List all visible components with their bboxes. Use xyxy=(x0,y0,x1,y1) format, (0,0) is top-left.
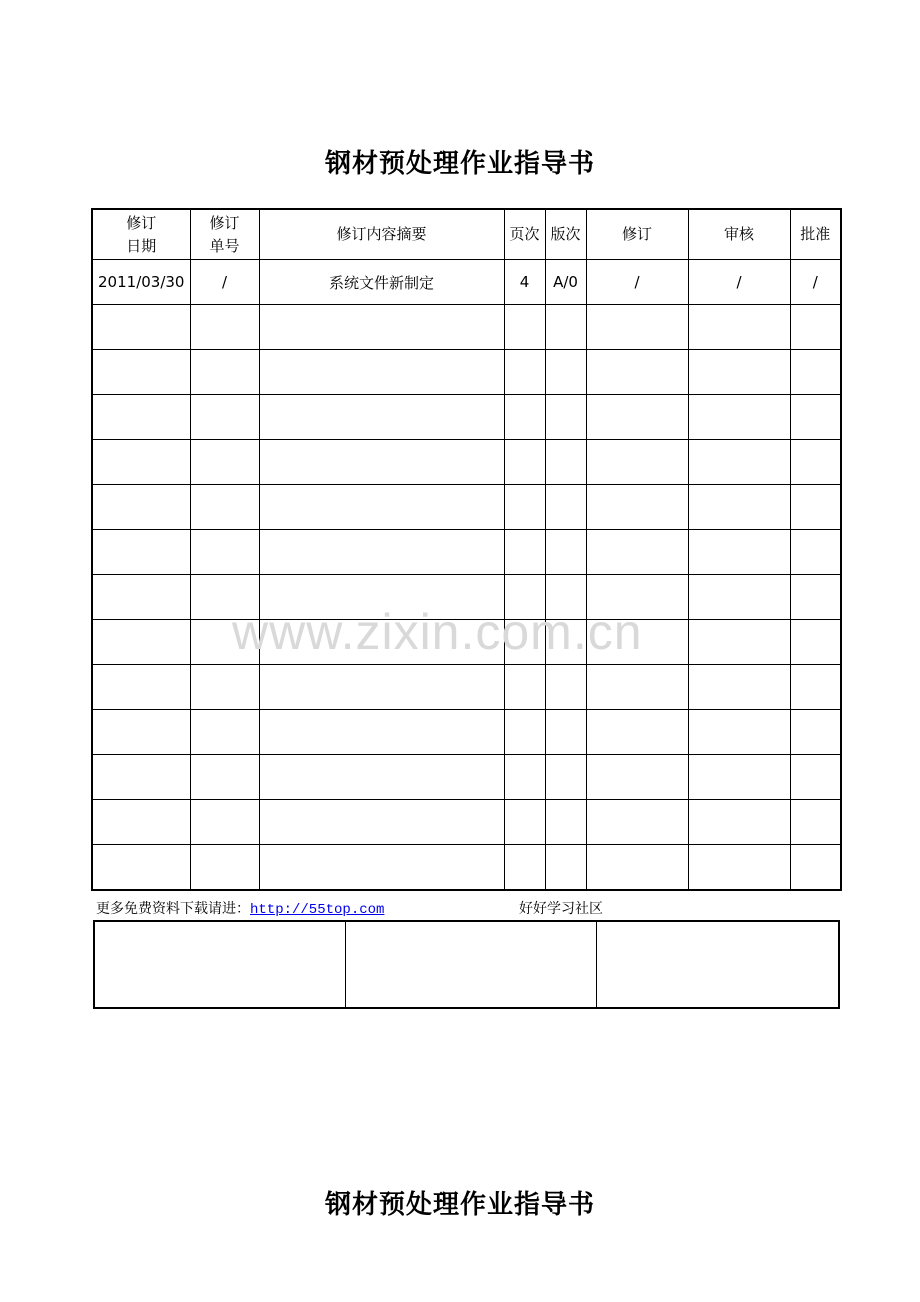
cell-order-no: / xyxy=(190,260,259,305)
document-title: 钢材预处理作业指导书 xyxy=(324,149,595,179)
cell-approve xyxy=(790,530,841,575)
cell-summary xyxy=(259,665,504,710)
cell-order-no xyxy=(190,350,259,395)
cell-version xyxy=(545,845,586,891)
cell-page xyxy=(504,665,545,710)
table-row xyxy=(92,575,841,620)
cell-review xyxy=(688,395,790,440)
cell-page xyxy=(504,800,545,845)
cell-summary xyxy=(259,485,504,530)
cell-approve xyxy=(790,485,841,530)
cell-date xyxy=(92,485,190,530)
cell-approve xyxy=(790,395,841,440)
header-revise: 修订 xyxy=(586,209,688,260)
cell-summary xyxy=(259,800,504,845)
table-row xyxy=(92,845,841,891)
cell-summary xyxy=(259,395,504,440)
cell-order-no xyxy=(190,305,259,350)
footer-community: 好好学习社区 xyxy=(519,901,603,917)
cell-version xyxy=(545,530,586,575)
cell-version: A/0 xyxy=(545,260,586,305)
cell-summary xyxy=(259,620,504,665)
cell-review xyxy=(688,485,790,530)
cell-review xyxy=(688,755,790,800)
cell-order-no xyxy=(190,755,259,800)
cell-date xyxy=(92,575,190,620)
cell-order-no xyxy=(190,440,259,485)
cell-revise xyxy=(586,755,688,800)
cell-version xyxy=(545,755,586,800)
signature-box xyxy=(93,920,840,1009)
cell-revise xyxy=(586,530,688,575)
revision-table xyxy=(91,208,842,891)
cell-approve xyxy=(790,350,841,395)
cell-date xyxy=(92,800,190,845)
cell-approve xyxy=(790,800,841,845)
cell-review: / xyxy=(688,260,790,305)
table-header-row xyxy=(92,209,841,260)
cell-order-no xyxy=(190,665,259,710)
cell-page: 4 xyxy=(504,260,545,305)
table-row xyxy=(92,755,841,800)
cell-version xyxy=(545,710,586,755)
cell-version xyxy=(545,800,586,845)
cell-review xyxy=(688,845,790,891)
footer-download-note xyxy=(96,898,384,918)
table-row xyxy=(92,665,841,710)
cell-date xyxy=(92,620,190,665)
cell-approve: / xyxy=(790,260,841,305)
cell-revise xyxy=(586,845,688,891)
cell-summary xyxy=(259,305,504,350)
header-page: 页次 xyxy=(504,209,545,260)
cell-page xyxy=(504,575,545,620)
cell-page xyxy=(504,305,545,350)
table-row xyxy=(92,395,841,440)
cell-revise xyxy=(586,440,688,485)
cell-summary: 系统文件新制定 xyxy=(259,260,504,305)
cell-page xyxy=(504,440,545,485)
cell-order-no xyxy=(190,710,259,755)
cell-review xyxy=(688,665,790,710)
cell-approve xyxy=(790,575,841,620)
cell-page xyxy=(504,620,545,665)
cell-order-no xyxy=(190,395,259,440)
cell-version xyxy=(545,485,586,530)
cell-version xyxy=(545,350,586,395)
table-row xyxy=(92,620,841,665)
cell-revise xyxy=(586,305,688,350)
cell-approve xyxy=(790,755,841,800)
signature-cell xyxy=(596,921,839,1008)
cell-summary xyxy=(259,710,504,755)
cell-review xyxy=(688,305,790,350)
cell-approve xyxy=(790,305,841,350)
cell-approve xyxy=(790,620,841,665)
cell-date xyxy=(92,350,190,395)
cell-version xyxy=(545,305,586,350)
cell-summary xyxy=(259,755,504,800)
cell-summary xyxy=(259,530,504,575)
cell-date xyxy=(92,395,190,440)
cell-date xyxy=(92,845,190,891)
cell-summary xyxy=(259,845,504,891)
table-row xyxy=(92,485,841,530)
cell-date xyxy=(92,440,190,485)
table-row xyxy=(92,800,841,845)
footer-prefix: 更多免费资料下载请进： xyxy=(96,901,250,917)
cell-version xyxy=(545,575,586,620)
header-summary: 修订内容摘要 xyxy=(259,209,504,260)
cell-revise xyxy=(586,620,688,665)
cell-revise xyxy=(586,350,688,395)
table-row xyxy=(92,440,841,485)
cell-order-no xyxy=(190,530,259,575)
cell-summary xyxy=(259,350,504,395)
table-row xyxy=(92,710,841,755)
table-row xyxy=(92,350,841,395)
cell-approve xyxy=(790,665,841,710)
table-row xyxy=(92,305,841,350)
cell-review xyxy=(688,800,790,845)
cell-revise: / xyxy=(586,260,688,305)
cell-approve xyxy=(790,710,841,755)
watermark: www.zixin.com.cn xyxy=(232,604,643,660)
header-revision-order-no: 修订 单号 xyxy=(190,209,259,260)
cell-review xyxy=(688,620,790,665)
cell-page xyxy=(504,530,545,575)
cell-approve xyxy=(790,845,841,891)
cell-order-no xyxy=(190,575,259,620)
cell-review xyxy=(688,440,790,485)
cell-revise xyxy=(586,485,688,530)
cell-revise xyxy=(586,395,688,440)
cell-page xyxy=(504,395,545,440)
cell-order-no xyxy=(190,485,259,530)
cell-review xyxy=(688,530,790,575)
cell-date xyxy=(92,710,190,755)
cell-revise xyxy=(586,800,688,845)
cell-review xyxy=(688,350,790,395)
cell-page xyxy=(504,755,545,800)
signature-cell xyxy=(345,921,596,1008)
cell-revise xyxy=(586,575,688,620)
header-version: 版次 xyxy=(545,209,586,260)
cell-date xyxy=(92,305,190,350)
cell-page xyxy=(504,485,545,530)
cell-date: 2011/03/30 xyxy=(92,260,190,305)
cell-date xyxy=(92,755,190,800)
cell-date xyxy=(92,530,190,575)
cell-review xyxy=(688,710,790,755)
header-approve: 批准 xyxy=(790,209,841,260)
table-row xyxy=(92,260,841,305)
cell-version xyxy=(545,440,586,485)
cell-page xyxy=(504,710,545,755)
cell-date xyxy=(92,665,190,710)
signature-cell xyxy=(94,921,345,1008)
cell-order-no xyxy=(190,845,259,891)
header-revision-date: 修订 日期 xyxy=(92,209,190,260)
cell-page xyxy=(504,350,545,395)
cell-revise xyxy=(586,710,688,755)
cell-page xyxy=(504,845,545,891)
footer-link[interactable]: http://55top.com xyxy=(250,902,385,918)
cell-version xyxy=(545,620,586,665)
cell-order-no xyxy=(190,800,259,845)
cell-order-no xyxy=(190,620,259,665)
cell-summary xyxy=(259,575,504,620)
cell-version xyxy=(545,665,586,710)
cell-summary xyxy=(259,440,504,485)
table-row xyxy=(92,530,841,575)
document-title-repeat: 钢材预处理作业指导书 xyxy=(324,1190,595,1220)
cell-version xyxy=(545,395,586,440)
header-review: 审核 xyxy=(688,209,790,260)
cell-revise xyxy=(586,665,688,710)
cell-review xyxy=(688,575,790,620)
cell-approve xyxy=(790,440,841,485)
